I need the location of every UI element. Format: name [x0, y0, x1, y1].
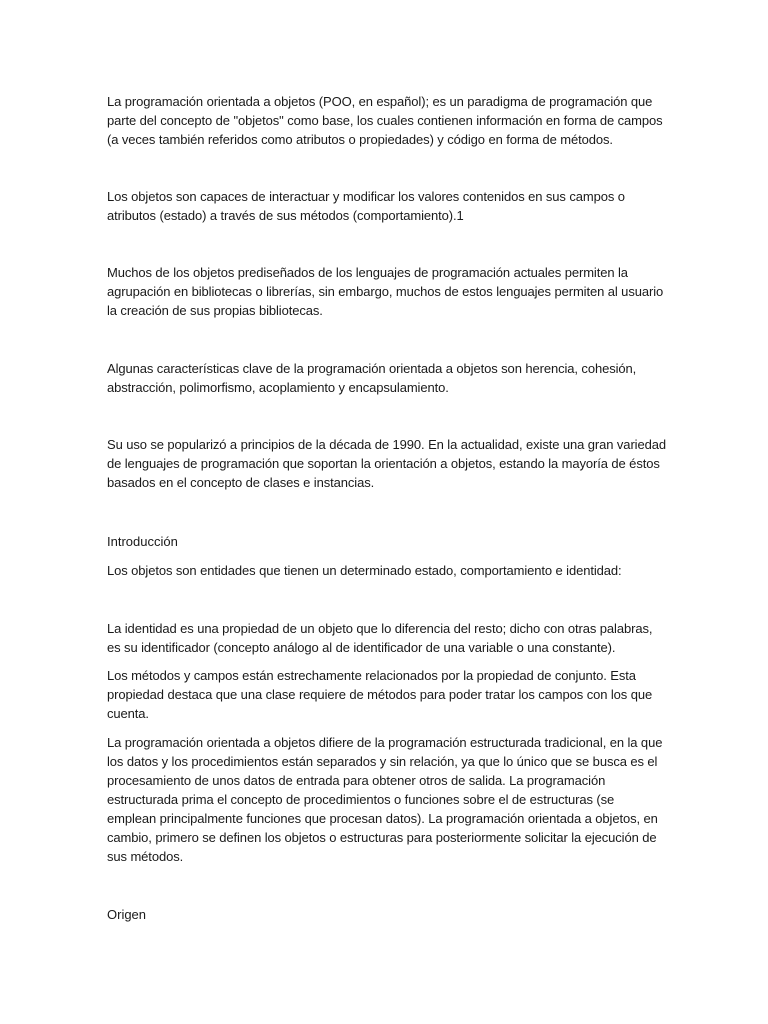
text-line: procesamiento de unos datos de entrada para obtener otros de salida. La programación — [107, 773, 606, 788]
text-line: emplean principalmente funciones que procesan datos). La programación orientada a objetos, en — [107, 811, 658, 826]
text-line: Algunas características clave de la programación orientada a objetos son herencia, cohesión, — [107, 361, 637, 376]
text-line: agrupación en bibliotecas o librerías, sin embargo, muchos de estos lenguajes permiten al usuario — [107, 284, 664, 299]
heading-origen: Origen — [107, 907, 147, 922]
paragraph-objects-interact — [107, 187, 667, 225]
text-line: estructurada prima el concepto de procedimientos o funciones sobre el de estructuras (se — [107, 792, 615, 807]
text-line: sus métodos. — [107, 849, 184, 864]
text-line: la creación de sus propias bibliotecas. — [107, 303, 323, 318]
paragraph-methods-fields — [107, 666, 667, 723]
text-line: (a veces también referidos como atributos o propiedades) y código en forma de métodos. — [107, 132, 613, 147]
text-line: cuenta. — [107, 706, 149, 721]
text-line: Muchos de los objetos prediseñados de los lenguajes de programación actuales permiten la — [107, 265, 628, 280]
text-line: La programación orientada a objetos (POO, en español); es un paradigma de programación que — [107, 94, 653, 109]
paragraph-key-features — [107, 359, 667, 397]
heading-introduccion: Introducción — [107, 534, 178, 549]
paragraph-object-entities — [107, 561, 667, 580]
text-line: Los objetos son capaces de interactuar y modificar los valores contenidos en sus campos o — [107, 189, 625, 204]
paragraph-poo-definition — [107, 92, 667, 149]
paragraph-predesigned-objects — [107, 263, 667, 320]
paragraph-popularization — [107, 435, 667, 492]
text-line: Los objetos son entidades que tienen un determinado estado, comportamiento e identidad: — [107, 563, 622, 578]
text-line: La identidad es una propiedad de un objeto que lo diferencia del resto; dicho con otras palabras, — [107, 621, 653, 636]
text-line: los datos y los procedimientos están separados y sin relación, ya que lo único que se busca es el — [107, 754, 658, 769]
text-line: de lenguajes de programación que soportan la orientación a objetos, estando la mayoría de éstos — [107, 456, 660, 471]
text-line: La programación orientada a objetos difiere de la programación estructurada tradicional, en la que — [107, 735, 663, 750]
text-line: Los métodos y campos están estrechamente relacionados por la propiedad de conjunto. Esta — [107, 668, 636, 683]
text-line: es su identificador (concepto análogo al de identificador de una variable o una constante). — [107, 640, 616, 655]
text-line: basados en el concepto de clases e instancias. — [107, 475, 375, 490]
paragraph-poo-vs-structured — [107, 733, 667, 866]
text-line: abstracción, polimorfismo, acoplamiento y encapsulamiento. — [107, 380, 449, 395]
text-line: parte del concepto de "objetos" como base, los cuales contienen información en forma de campos — [107, 113, 663, 128]
text-line: Su uso se popularizó a principios de la década de 1990. En la actualidad, existe una gran variedad — [107, 437, 666, 452]
paragraph-identity — [107, 619, 667, 657]
text-line: propiedad destaca que una clase requiere de métodos para poder tratar los campos con los que — [107, 687, 653, 702]
text-line: cambio, primero se definen los objetos o estructuras para posteriormente solicitar la ejecución de — [107, 830, 657, 845]
text-line: atributos (estado) a través de sus métodos (comportamiento).1 — [107, 208, 464, 223]
